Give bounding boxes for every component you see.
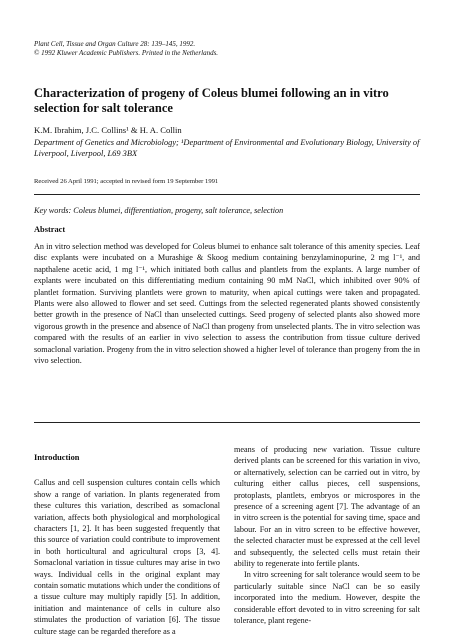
intro-paragraph-1: Callus and cell suspension cultures contain cells which show a range of variation. In plants regenerated from these cultures this variation, described as somaclonal variation, affects both physiological and morphological characters [1, 2]. It has been suggested frequently that this source of variation could contribute to improvement in both horticultural and agricultural crops [3, 4]. Somaclonal variation in tissue cultures may arise in two ways. Individual cells in the original explant may contain somatic mutations which under the conditions of a tissue culture may multiply rapidly [5]. In addition, initiation and maintenance of cells in culture also stimulates the production of variation [6]. The tissue culture stage can be regarded therefore as a [34,478,220,636]
keywords: Key words: Coleus blumei, differentiation, progeny, salt tolerance, selection [34,206,284,215]
column-right [234,444,420,627]
author-list: K.M. Ibrahim, J.C. Collins¹ & H. A. Collin [34,125,182,135]
journal-citation [34,40,218,58]
divider-top [34,194,420,195]
journal-line-1: Plant Cell, Tissue and Organ Culture 28: 139–145, 1992. [34,40,196,48]
abstract-heading: Abstract [34,225,66,234]
received-dates: Received 26 April 1991; accepted in revised form 19 September 1991 [34,178,219,185]
affiliations: Department of Genetics and Microbiology; ¹Department of Environmental and Evolutionary Biology, University of Liverpool, Liverpool, L69 3BX [34,138,420,158]
divider-bottom [34,422,420,423]
abstract-text: An in vitro selection method was developed for Coleus blumei to enhance salt tolerance of this amenity species. Leaf disc explants were incubated on a Murashige & Skoog medium containing benzylaminopurine, 2 mg l⁻¹, and napthalene acetic acid, 1 mg l⁻¹, which initiated both callus and plantlets from the explants. A large number of explants were incubated on this differentiating medium containing 90 mM NaCl, which inhibited over 90% of plantlet formation. Surviving plantlets were grown to maturity, when apical cuttings were taken and propagated. Plants were also allowed to flower and set seed. Cuttings from the selected regenerated plants showed consistently better growth in the presence of NaCl than unselected cuttings. Seed progeny of selected plants also showed more vigorous growth in the presence and absence of NaCl than progeny from unselected plants. The in vitro selection was compared with the results of an earlier in vivo selection to assess the contribution from tissue culture derived somaclonal variation. Progeny from the in vitro selection showed a higher level of tolerance than progeny from the in vivo selection. [34,242,420,366]
article-title: Characterization of progeny of Coleus blumei following an in vitro selection for salt tolerance [34,86,389,115]
intro-paragraph-1-continued: means of producing new variation. Tissue culture derived plants can be screened for this variation in vivo, or alternatively, selection can be carried out in vitro, by culturing either callus pieces, cell suspensions, protoplasts, plantlets, embryos or microspores in the presence of a screening agent [7]. The advantage of an in vitro screen is the potential for saving time, space and labour. For an in vitro screen to be effective however, the selected character must be expressed at the cell level and subsequently, the selected cells must retain their ability to regenerate into fertile plants. [234,445,420,569]
introduction-heading: Introduction [34,453,80,462]
column-left [34,440,220,637]
intro-paragraph-2: In vitro screening for salt tolerance would seem to be particularly suitable since NaCl can be so easily incorporated into the medium. However, despite the considerable effort devoted to in vitro screening for salt tolerance, plant regene- [234,570,420,626]
journal-line-2: © 1992 Kluwer Academic Publishers. Printed in the Netherlands. [34,49,219,57]
